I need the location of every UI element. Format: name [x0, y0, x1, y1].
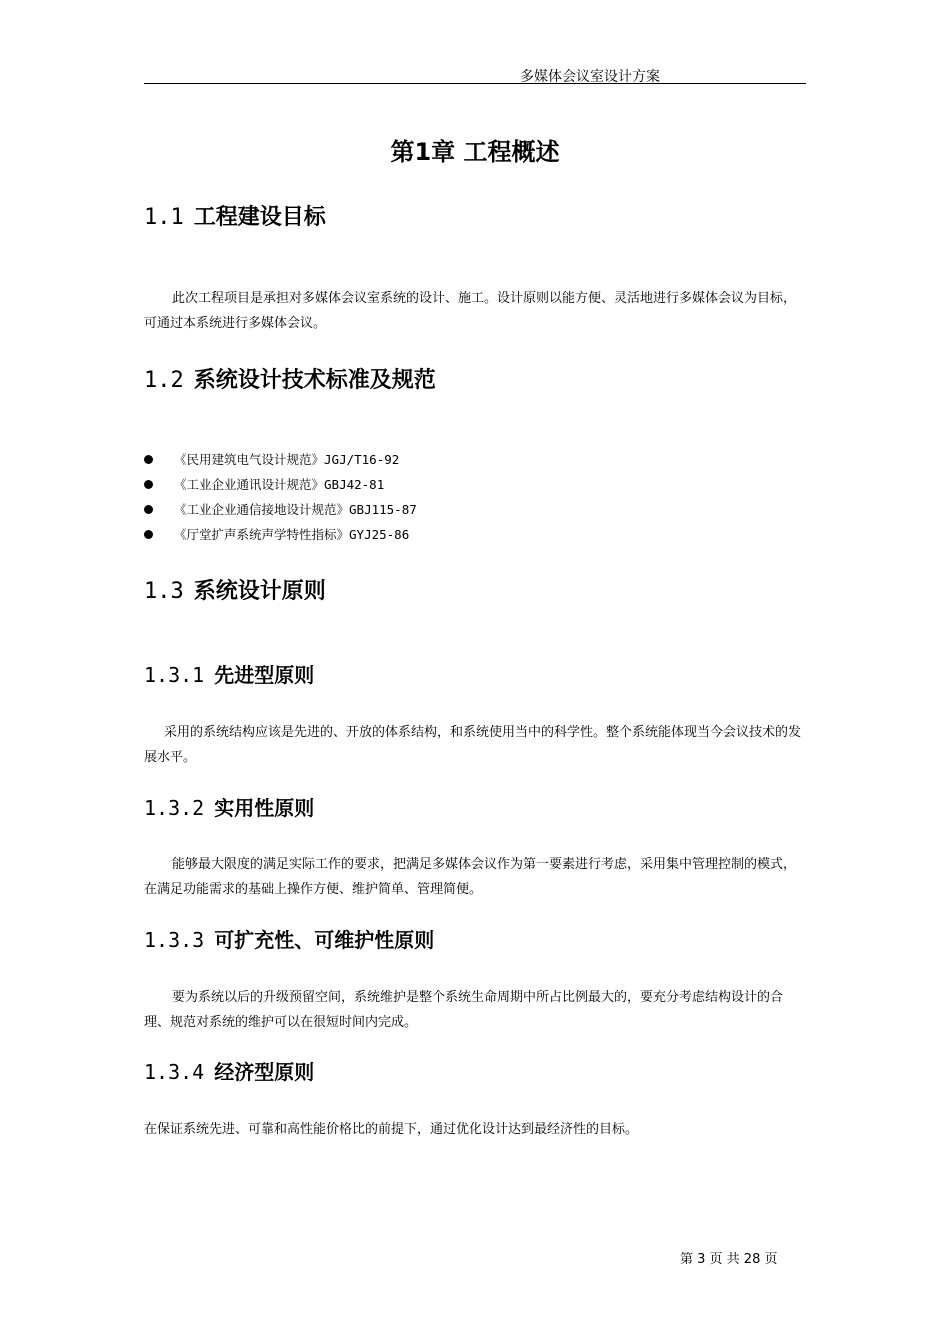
subsection-heading-1-3-1 — [144, 659, 314, 688]
section-1-1-paragraph: 此次工程项目是承担对多媒体会议室系统的设计、施工。设计原则以能方便、灵活地进行多媒体会议为目标，可通过本系统进行多媒体会议。 — [144, 291, 797, 331]
list-item — [144, 450, 417, 475]
section-heading-1-3 — [144, 574, 326, 605]
subsection-heading-1-3-4 — [144, 1056, 314, 1085]
section-heading-1-2 — [144, 363, 436, 394]
subsection-1-3-2-paragraph: 能够最大限度的满足实际工作的要求，把满足多媒体会议作为第一要素进行考虑，采用集中管理控制的模式，在满足功能需求的基础上操作方便、维护简单、管理简便。 — [144, 857, 797, 897]
standard-code: GBJ115-87 — [349, 502, 417, 517]
header-divider — [144, 83, 806, 84]
subsection-number: 1.3.3 — [144, 928, 205, 952]
subsection-heading-1-3-3 — [144, 924, 434, 953]
chapter-title: 第1章 工程概述 — [390, 138, 560, 166]
standard-name: 《工业企业通讯设计规范》 — [174, 477, 325, 492]
section-title: 系统设计技术标准及规范 — [193, 368, 436, 393]
section-number: 1.2 — [144, 368, 184, 393]
bullet-icon — [144, 505, 153, 514]
subsection-heading-1-3-2 — [144, 792, 314, 821]
bullet-icon — [144, 480, 153, 489]
standard-name: 《民用建筑电气设计规范》 — [174, 452, 325, 467]
section-title: 系统设计原则 — [193, 579, 326, 604]
subsection-title: 实用性原则 — [214, 796, 315, 820]
standard-code: GYJ25-86 — [349, 527, 410, 542]
page-number-footer: 第 3 页 共 28 页 — [680, 1252, 778, 1267]
bullet-icon — [144, 455, 153, 464]
subsection-title: 经济型原则 — [214, 1060, 315, 1084]
list-item — [144, 475, 417, 500]
bullet-icon — [144, 530, 153, 539]
subsection-1-3-3-paragraph: 要为系统以后的升级预留空间，系统维护是整个系统生命周期中所占比例最大的，要充分考虑结构设计的合理、规范对系统的维护可以在很短时间内完成。 — [144, 990, 784, 1030]
standard-code: JGJ/T16-92 — [324, 452, 400, 467]
subsection-number: 1.3.2 — [144, 796, 205, 820]
standard-name: 《厅堂扩声系统声学特性指标》 — [174, 527, 350, 542]
subsection-1-3-4-paragraph: 在保证系统先进、可靠和高性能价格比的前提下，通过优化设计达到最经济性的目标。 — [144, 1122, 639, 1137]
section-heading-1-1 — [144, 200, 326, 231]
standards-list — [144, 450, 417, 550]
subsection-1-3-1-paragraph: 采用的系统结构应该是先进的、开放的体系结构，和系统使用当中的科学性。整个系统能体现当今会议技术的发展水平。 — [144, 725, 802, 765]
subsection-number: 1.3.1 — [144, 663, 205, 687]
subsection-title: 可扩充性、可维护性原则 — [214, 928, 435, 952]
header-title: 多媒体会议室设计方案 — [520, 69, 660, 85]
section-number: 1.1 — [144, 205, 184, 230]
list-item — [144, 500, 417, 525]
section-number: 1.3 — [144, 579, 184, 604]
standard-code: GBJ42-81 — [324, 477, 385, 492]
subsection-title: 先进型原则 — [214, 663, 315, 687]
standard-name: 《工业企业通信接地设计规范》 — [174, 502, 350, 517]
section-title: 工程建设目标 — [193, 205, 326, 230]
list-item — [144, 525, 417, 550]
subsection-number: 1.3.4 — [144, 1060, 205, 1084]
